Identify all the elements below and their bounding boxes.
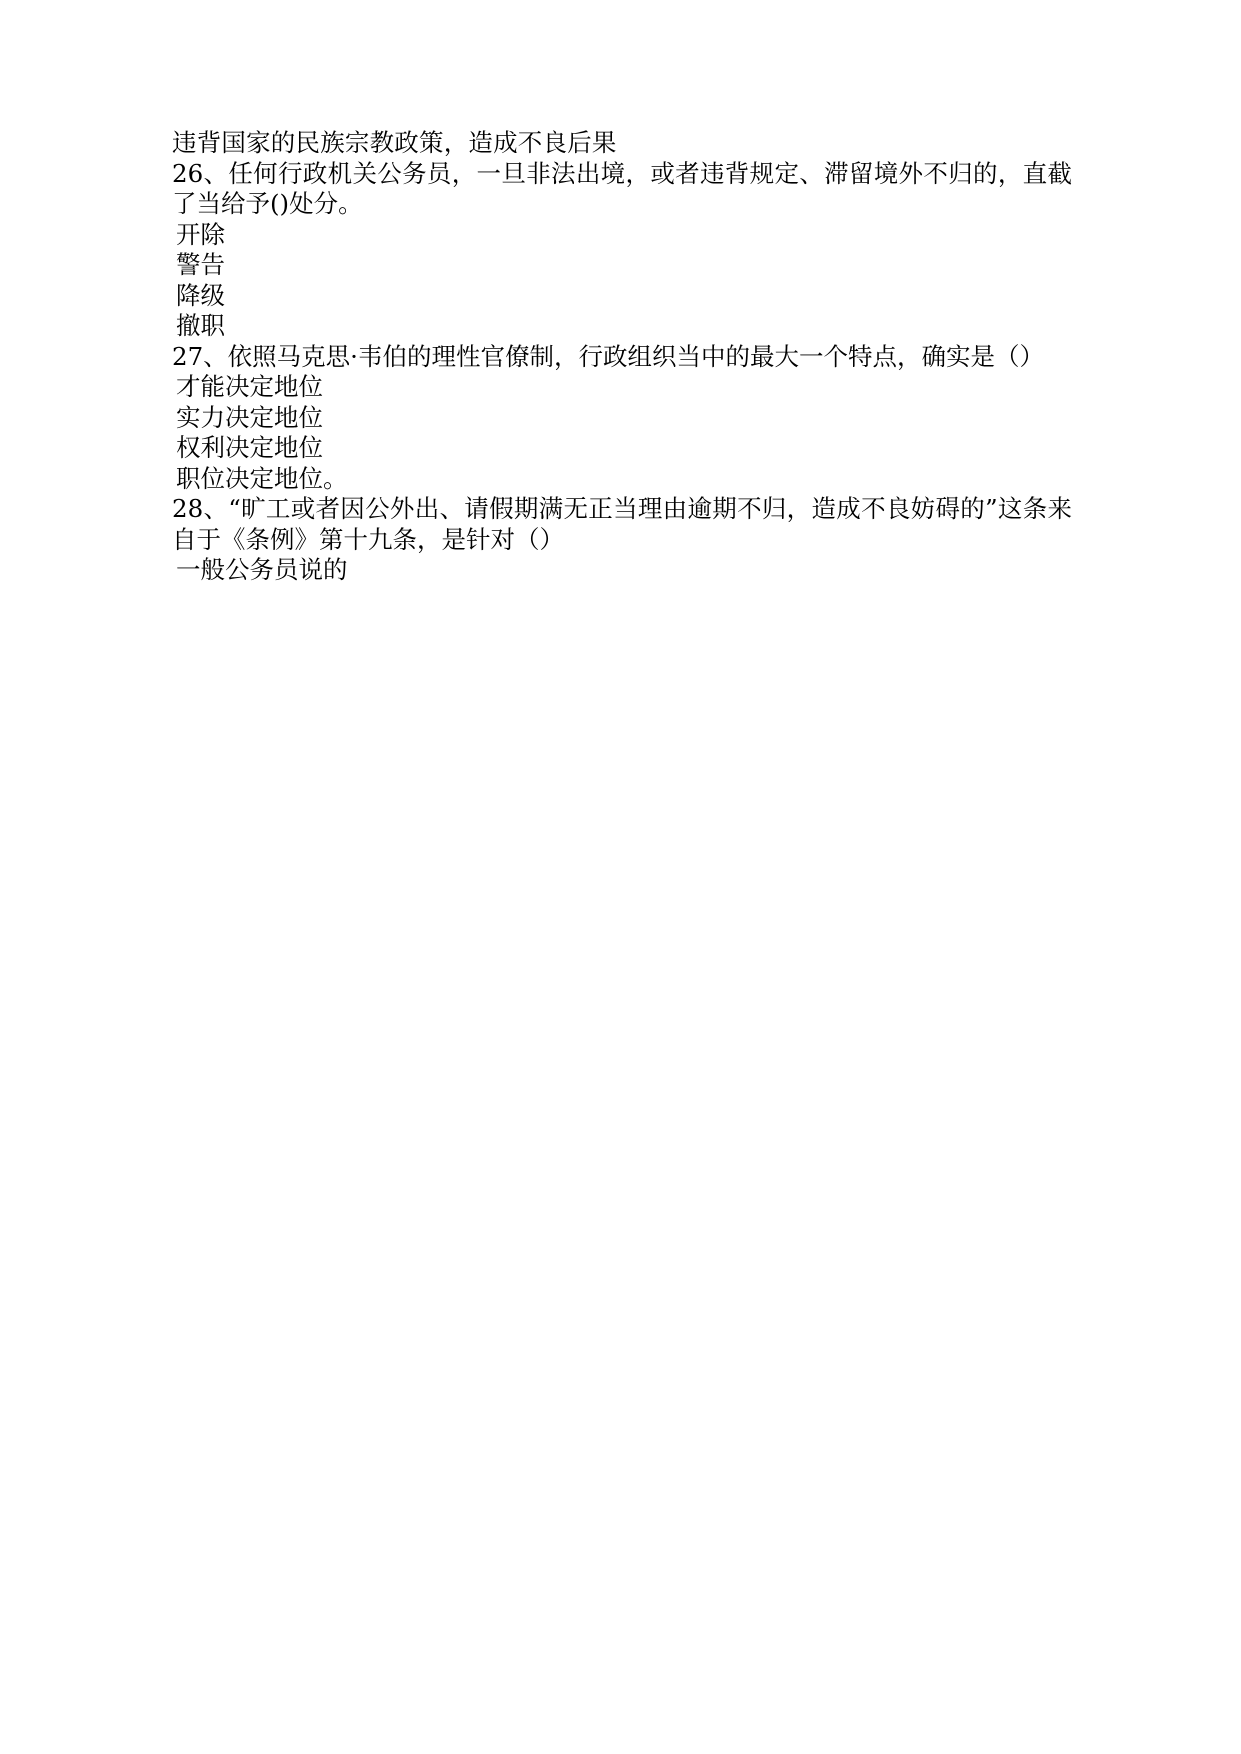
question-27-option-4: 职位决定地位。 — [176, 463, 348, 493]
question-26: 26、任何行政机关公务员，一旦非法出境，或者违背规定、滞留境外不归的，直截了当给予()处分。 — [172, 158, 1072, 218]
question-26-option-1: 开除 — [176, 219, 225, 249]
document-body — [172, 128, 1072, 586]
question-28-option-1: 一般公务员说的 — [176, 555, 348, 584]
question-27-option-2: 实力决定地位 — [176, 402, 323, 432]
question-27-option-3: 权利决定地位 — [176, 433, 323, 462]
continuation-line: 违背国家的民族宗教政策，造成不良后果 — [172, 128, 617, 157]
question-28: 28、“旷工或者因公外出、请假期满无正当理由逾期不归，造成不良妨碍的”这条来自于《条例》第十九条，是针对（） — [172, 494, 1072, 554]
question-26-option-2: 警告 — [176, 250, 225, 279]
question-27: 27、依照马克思·韦伯的理性官僚制，行政组织当中的最大一个特点，确实是（） — [172, 341, 1044, 371]
question-27-option-1: 才能决定地位 — [176, 372, 323, 401]
question-26-option-4: 撤职 — [176, 311, 225, 340]
question-26-option-3: 降级 — [176, 280, 225, 310]
